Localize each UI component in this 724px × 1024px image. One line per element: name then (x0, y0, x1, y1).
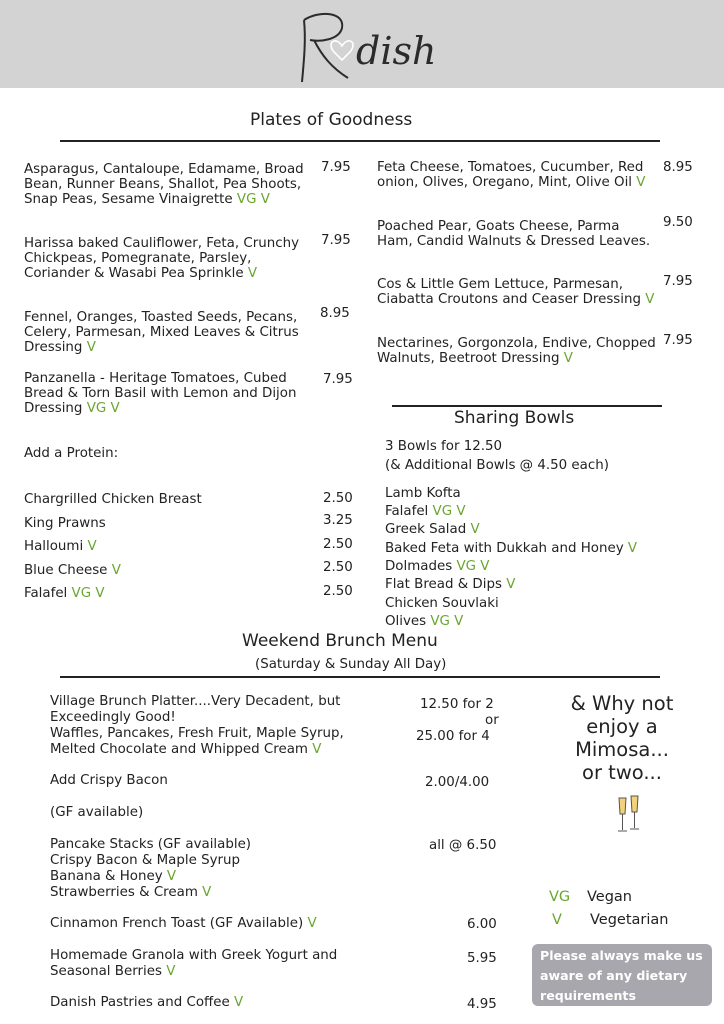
radish-logo (290, 6, 460, 84)
radish-logo-script (290, 6, 460, 84)
sharing-item: Baked Feta with Dukkah and Honey V (385, 541, 638, 556)
sharing-offer: 3 Bowls for 12.50 (385, 439, 503, 454)
protein-item: King Prawns (24, 516, 106, 531)
plates-divider (60, 140, 660, 142)
mimosa-promo (548, 692, 696, 784)
protein-heading: Add a Protein: (24, 446, 119, 461)
plates-title: Plates of Goodness (250, 110, 413, 130)
plate-price: 7.95 (321, 160, 351, 175)
plate-item: Cos & Little Gem Lettuce, Parmesan, Ciabatta Croutons and Ceaser Dressing V (377, 277, 655, 307)
plate-item: Poached Pear, Goats Cheese, Parma Ham, Candid Walnuts & Dressed Leaves. (377, 219, 651, 249)
pancake-line: Strawberries & Cream V (50, 885, 212, 900)
plate-item: Asparagus, Cantaloupe, Edamame, Broad Bean, Runner Beans, Shallot, Pea Shoots, Snap Peas, Sesame Vinaigrette VG V (24, 162, 304, 207)
legend-vegan: VG Vegan (549, 889, 632, 905)
protein-item: Chargrilled Chicken Breast (24, 492, 202, 507)
sharing-divider (392, 405, 662, 407)
plate-price: 7.95 (663, 333, 693, 348)
header-banner (0, 0, 724, 88)
plate-item: Feta Cheese, Tomatoes, Cucumber, Red onion, Olives, Oregano, Mint, Olive Oil V (377, 160, 646, 190)
plate-price: 7.95 (321, 233, 351, 248)
protein-price: 2.50 (323, 491, 353, 506)
mimosa-line: enjoy a (586, 715, 658, 738)
legend-vegetarian: V Vegetarian (552, 912, 669, 928)
sharing-item: Dolmades VG V (385, 559, 490, 574)
notice-line: requirements (540, 988, 636, 1003)
pastries-item: Danish Pastries and Coffee V (50, 995, 244, 1010)
protein-item: Blue Cheese V (24, 563, 121, 578)
brunch-title: Weekend Brunch Menu (242, 631, 438, 651)
plate-price: 8.95 (320, 306, 350, 321)
sharing-item: Falafel VG V (385, 504, 466, 519)
sharing-title: Sharing Bowls (454, 408, 575, 428)
pastries-price: 4.95 (467, 997, 497, 1012)
toast-price: 6.00 (467, 917, 497, 932)
sharing-additional: (& Additional Bowls @ 4.50 each) (385, 458, 609, 473)
sharing-item: Lamb Kofta (385, 486, 461, 501)
platter-line: Exceedingly Good! (50, 710, 176, 725)
protein-price: 2.50 (323, 537, 353, 552)
platter-price-2: 12.50 for 2 (420, 697, 494, 712)
plate-item: Harissa baked Cauliflower, Feta, Crunchy Chickpeas, Pomegranate, Parsley, Coriander & Wasabi Pea Sprinkle V (24, 236, 299, 281)
plate-item: Nectarines, Gorgonzola, Endive, Chopped Walnuts, Beetroot Dressing V (377, 336, 656, 366)
toast-item: Cinnamon French Toast (GF Available) V (50, 916, 317, 931)
granola-line: Homemade Granola with Greek Yogurt and (50, 948, 338, 963)
protein-price: 2.50 (323, 560, 353, 575)
protein-item: Falafel VG V (24, 586, 105, 601)
dietary-notice (532, 944, 712, 1006)
brunch-divider (60, 676, 660, 678)
mimosa-line: or two... (582, 761, 662, 784)
mimosa-line: Mimosa... (575, 738, 669, 761)
champagne-glasses-icon (614, 794, 644, 838)
pancake-line: Crispy Bacon & Maple Syrup (50, 853, 241, 868)
granola-price: 5.95 (467, 951, 497, 966)
notice-line: Please always make us (540, 948, 703, 963)
plate-item: Fennel, Oranges, Toasted Seeds, Pecans, Celery, Parmesan, Mixed Leaves & Citrus Dressing V (24, 310, 299, 355)
protein-price: 2.50 (323, 584, 353, 599)
bacon-addon: Add Crispy Bacon (50, 773, 168, 788)
notice-line: aware of any dietary (540, 968, 688, 983)
sharing-item: Chicken Souvlaki (385, 596, 499, 611)
platter-line: Melted Chocolate and Whipped Cream V (50, 742, 322, 757)
plate-item: Panzanella - Heritage Tomatoes, Cubed Bread & Torn Basil with Lemon and Dijon Dressing VG V (24, 371, 297, 416)
plate-price: 8.95 (663, 160, 693, 175)
mimosa-line: & Why not (570, 692, 674, 715)
logo-text: dish (356, 29, 437, 73)
sharing-item: Flat Bread & Dips V (385, 577, 516, 592)
plate-price: 9.50 (663, 215, 693, 230)
gf-note: (GF available) (50, 805, 144, 820)
platter-line: Waffles, Pancakes, Fresh Fruit, Maple Syrup, (50, 726, 344, 741)
pancake-line: Pancake Stacks (GF available) (50, 837, 252, 852)
pancake-line: Banana & Honey V (50, 869, 177, 884)
bacon-price: 2.00/4.00 (425, 775, 490, 790)
brunch-subtitle: (Saturday & Sunday All Day) (255, 657, 447, 672)
sharing-item: Greek Salad V (385, 522, 480, 537)
granola-line: Seasonal Berries V (50, 964, 176, 979)
plate-price: 7.95 (663, 274, 693, 289)
platter-or: or (485, 713, 499, 728)
pancake-price: all @ 6.50 (429, 838, 497, 853)
platter-line: Village Brunch Platter....Very Decadent, but (50, 694, 341, 709)
protein-item: Halloumi V (24, 539, 97, 554)
sharing-item: Olives VG V (385, 614, 464, 629)
platter-price-4: 25.00 for 4 (416, 729, 490, 744)
plate-price: 7.95 (323, 372, 353, 387)
protein-price: 3.25 (323, 513, 353, 528)
